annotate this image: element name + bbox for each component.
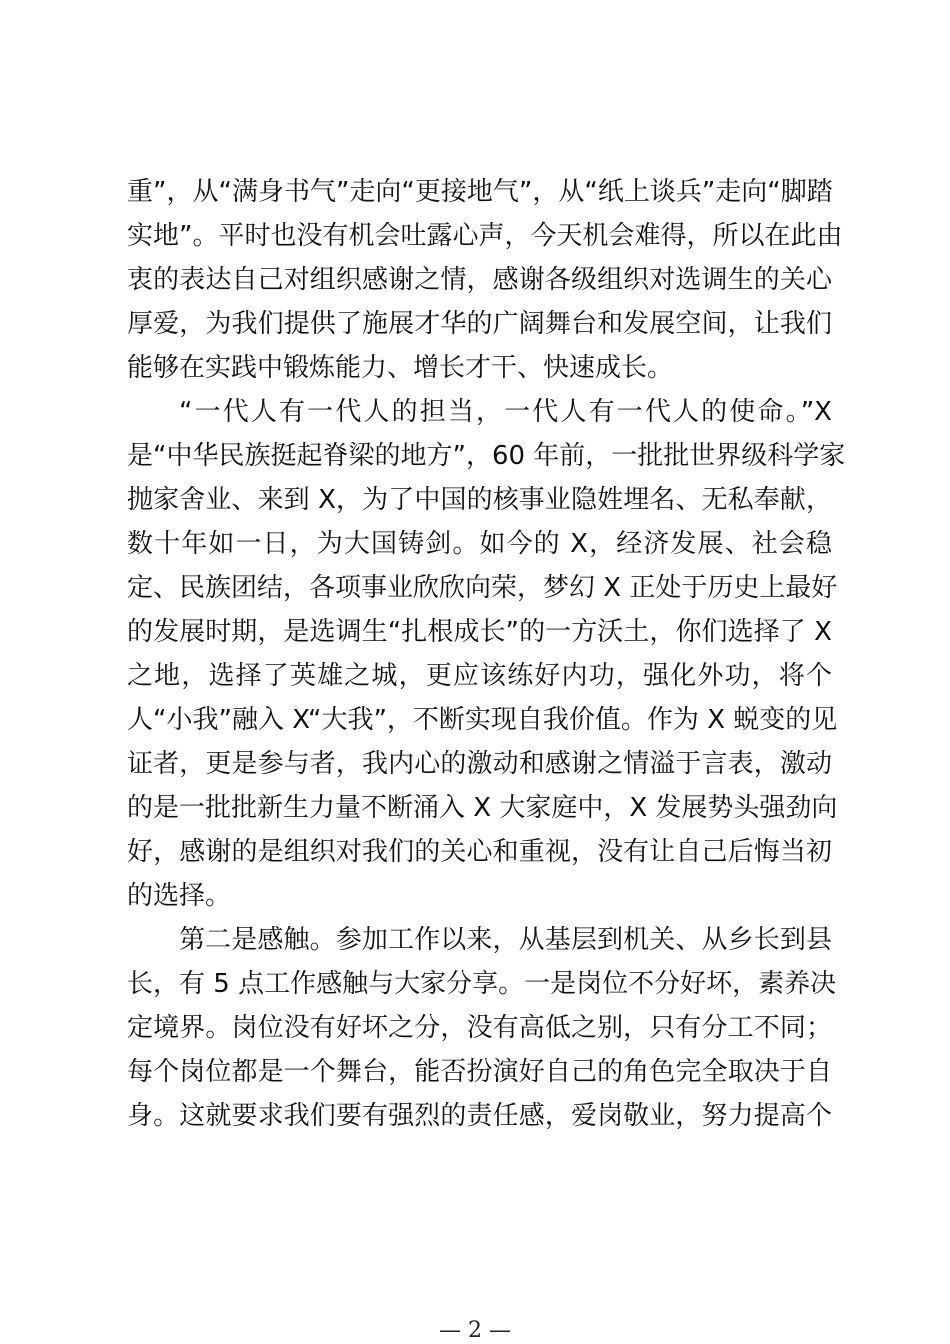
text-line: 身。这就要求我们要有强烈的责任感，爱岗敬业，努力提高个 bbox=[127, 1101, 832, 1131]
page-number: — 2 — bbox=[439, 1318, 511, 1343]
text-line: 抛家舍业、来到 X，为了中国的核事业隐姓埋名、无私奉献， bbox=[127, 485, 832, 515]
paragraph-1 bbox=[127, 170, 843, 390]
text-line: 之地，选择了英雄之城，更应该练好内功，强化外功，将个 bbox=[127, 661, 832, 691]
text-line: 长，有 5 点工作感触与大家分享。一是岗位不分好坏，素养决 bbox=[127, 969, 837, 999]
text-line: “一代人有一代人的担当，一代人有一代人的使命。”X bbox=[179, 397, 832, 427]
paragraph-2 bbox=[127, 390, 846, 918]
text-line: 证者，更是参与者，我内心的激动和感谢之情溢于言表，激动 bbox=[127, 749, 832, 779]
text-line: 实地”。平时也没有机会吐露心声，今天机会难得，所以在此由 bbox=[127, 221, 843, 251]
text-line: 重”，从“满身书气”走向“更接地气”，从“纸上谈兵”走向“脚踏 bbox=[127, 177, 833, 207]
text-line: 第二是感触。参加工作以来，从基层到机关、从乡长到县 bbox=[179, 925, 832, 955]
text-line: 人“小我”融入 X“大我”，不断实现自我价值。作为 X 蜕变的见 bbox=[127, 705, 838, 735]
text-line: 数十年如一日，为大国铸剑。如今的 X，经济发展、社会稳 bbox=[127, 529, 832, 559]
text-line: 定、民族团结，各项事业欣欣向荣，梦幻 X 正处于历史上最好 bbox=[127, 573, 838, 603]
document-body bbox=[127, 170, 846, 1138]
text-line: 厚爱，为我们提供了施展才华的广阔舞台和发展空间，让我们 bbox=[127, 309, 832, 339]
text-line: 每个岗位都是一个舞台，能否扮演好自己的角色完全取决于自 bbox=[127, 1057, 832, 1087]
text-line: 的选择。 bbox=[127, 881, 232, 911]
text-line: 能够在实践中锻炼能力、增长才干、快速成长。 bbox=[127, 353, 674, 383]
paragraph-3 bbox=[127, 918, 837, 1138]
text-line: 的是一批批新生力量不断涌入 X 大家庭中，X 发展势头强劲向 bbox=[127, 793, 838, 823]
text-line: 是“中华民族挺起脊梁的地方”，60 年前，一批批世界级科学家 bbox=[127, 441, 846, 471]
text-line: 定境界。岗位没有好坏之分，没有高低之别，只有分工不同； bbox=[127, 1013, 832, 1043]
text-line: 的发展时期，是选调生“扎根成长”的一方沃土，你们选择了 X bbox=[127, 617, 832, 647]
text-line: 好，感谢的是组织对我们的关心和重视，没有让自己后悔当初 bbox=[127, 837, 832, 867]
text-line: 衷的表达自己对组织感谢之情，感谢各级组织对选调生的关心 bbox=[127, 265, 832, 295]
